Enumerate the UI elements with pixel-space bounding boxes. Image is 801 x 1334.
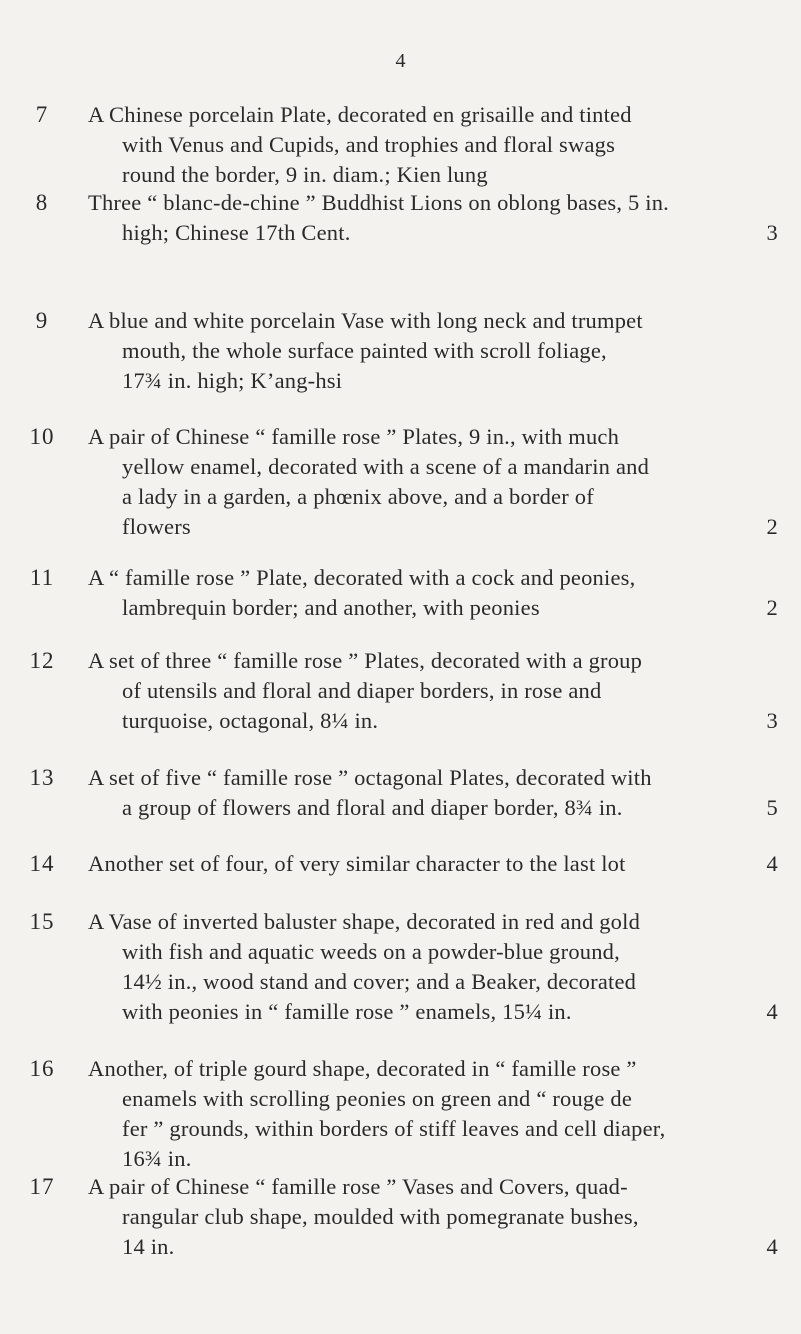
- lot-description: [88, 849, 778, 879]
- lot-description-text: mouth, the whole surface painted with scroll foliage,: [122, 338, 607, 363]
- lot-description-line: [88, 1114, 778, 1144]
- lot-description-text: rangular club shape, moulded with pomegranate bushes,: [122, 1204, 639, 1229]
- lot-description-line: [88, 366, 778, 396]
- lot-description-text: with Venus and Cupids, and trophies and floral swags: [122, 132, 616, 157]
- lot-description-first-line: A Chinese porcelain Plate, decorated en grisaille and tinted: [88, 102, 632, 127]
- lot-number: 15: [29, 909, 55, 934]
- lot-description-line: [88, 937, 778, 967]
- lot-description-line: [88, 1144, 778, 1174]
- lot-description-line: [88, 1232, 778, 1262]
- lot-description-line: [88, 482, 778, 512]
- lot-number: 8: [35, 190, 49, 215]
- lot-estimate: 2: [766, 595, 778, 620]
- lot-description-text: 14½ in., wood stand and cover; and a Beaker, decorated: [122, 969, 637, 994]
- lot-number: 9: [35, 308, 49, 333]
- lot-number: 17: [29, 1174, 55, 1199]
- lot-description-text: yellow enamel, decorated with a scene of a mandarin and: [122, 454, 650, 479]
- lot-estimate: 3: [766, 708, 778, 733]
- lot-description-text: with fish and aquatic weeds on a powder-blue ground,: [122, 939, 620, 964]
- lot-description-text: a lady in a garden, a phœnix above, and a border of: [122, 484, 594, 509]
- lot-description-first-line: A set of three “ famille rose ” Plates, decorated with a group: [88, 648, 643, 673]
- lot-description-line: [88, 336, 778, 366]
- lot-description-first-line: A pair of Chinese “ famille rose ” Plates, 9 in., with much: [88, 424, 620, 449]
- lot-description-line: [88, 676, 778, 706]
- page-number: 4: [395, 50, 406, 72]
- lot-number: 7: [35, 102, 49, 127]
- lot-description-first-line: A set of five “ famille rose ” octagonal Plates, decorated with: [88, 765, 652, 790]
- lot-description: [88, 1054, 778, 1174]
- lot-description: [88, 306, 778, 396]
- lot-description-text: turquoise, octagonal, 8¼ in.: [122, 708, 379, 733]
- lot-description-text: 14 in.: [122, 1234, 175, 1259]
- lot-description-first-line: A Vase of inverted baluster shape, decorated in red and gold: [88, 909, 641, 934]
- lot-description-first-line: A blue and white porcelain Vase with long neck and trumpet: [88, 308, 643, 333]
- lot-description-line: [88, 593, 778, 623]
- lot-number: 13: [29, 765, 55, 790]
- lot-number: 11: [29, 565, 55, 590]
- lot-description-text: round the border, 9 in. diam.; Kien lung: [122, 162, 488, 187]
- lot-estimate: 4: [766, 999, 778, 1024]
- lot-description-line: [88, 997, 778, 1027]
- lot-estimate: 2: [766, 514, 778, 539]
- lot-number: 10: [29, 424, 55, 449]
- lot-description-text: 17¾ in. high; K’ang-hsi: [122, 368, 343, 393]
- lot-estimate: 3: [766, 220, 778, 245]
- lot-description-line: [88, 512, 778, 542]
- lot-description-line: [88, 793, 778, 823]
- lot-description: [88, 188, 778, 248]
- lot-description-line: [88, 1202, 778, 1232]
- lot-description-first-line: [88, 849, 778, 879]
- lot-description-line: [88, 706, 778, 736]
- lot-description: [88, 422, 778, 542]
- lot-description: [88, 763, 778, 823]
- lot-estimate: 4: [766, 1234, 778, 1259]
- lot-description-first-line: Another, of triple gourd shape, decorated in “ famille rose ”: [88, 1056, 637, 1081]
- lot-description: [88, 907, 778, 1027]
- lot-description-text: Another set of four, of very similar character to the last lot: [88, 851, 626, 876]
- lot-description-text: a group of flowers and floral and diaper border, 8¾ in.: [122, 795, 623, 820]
- lot-number: 12: [29, 648, 55, 673]
- lot-description-first-line: A pair of Chinese “ famille rose ” Vases and Covers, quad-: [88, 1174, 628, 1199]
- lot-description-line: [88, 967, 778, 997]
- lot-description-text: high; Chinese 17th Cent.: [122, 220, 351, 245]
- lot-description: [88, 563, 778, 623]
- lot-description-text: flowers: [122, 514, 191, 539]
- lot-description-line: [88, 130, 778, 160]
- lot-description: [88, 100, 778, 190]
- lot-description-text: fer ” grounds, within borders of stiff leaves and cell diaper,: [122, 1116, 666, 1141]
- lot-estimate: 5: [766, 795, 778, 820]
- lot-description-first-line: Three “ blanc-de-chine ” Buddhist Lions on oblong bases, 5 in.: [88, 190, 670, 215]
- lot-description-text: with peonies in “ famille rose ” enamels, 15¼ in.: [122, 999, 572, 1024]
- lot-description-line: [88, 218, 778, 248]
- lot-number: 14: [29, 851, 55, 876]
- lot-description-line: [88, 452, 778, 482]
- lot-description-text: of utensils and floral and diaper borders, in rose and: [122, 678, 602, 703]
- lot-description-line: [88, 1084, 778, 1114]
- lot-description: [88, 1172, 778, 1262]
- lot-description-text: 16¾ in.: [122, 1146, 192, 1171]
- lot-estimate: 4: [766, 851, 778, 876]
- lot-description: [88, 646, 778, 736]
- lot-description-first-line: A “ famille rose ” Plate, decorated with a cock and peonies,: [88, 565, 636, 590]
- lot-description-text: enamels with scrolling peonies on green and “ rouge de: [122, 1086, 633, 1111]
- lot-description-text: lambrequin border; and another, with peonies: [122, 595, 540, 620]
- lot-number: 16: [29, 1056, 55, 1081]
- lot-description-line: [88, 160, 778, 190]
